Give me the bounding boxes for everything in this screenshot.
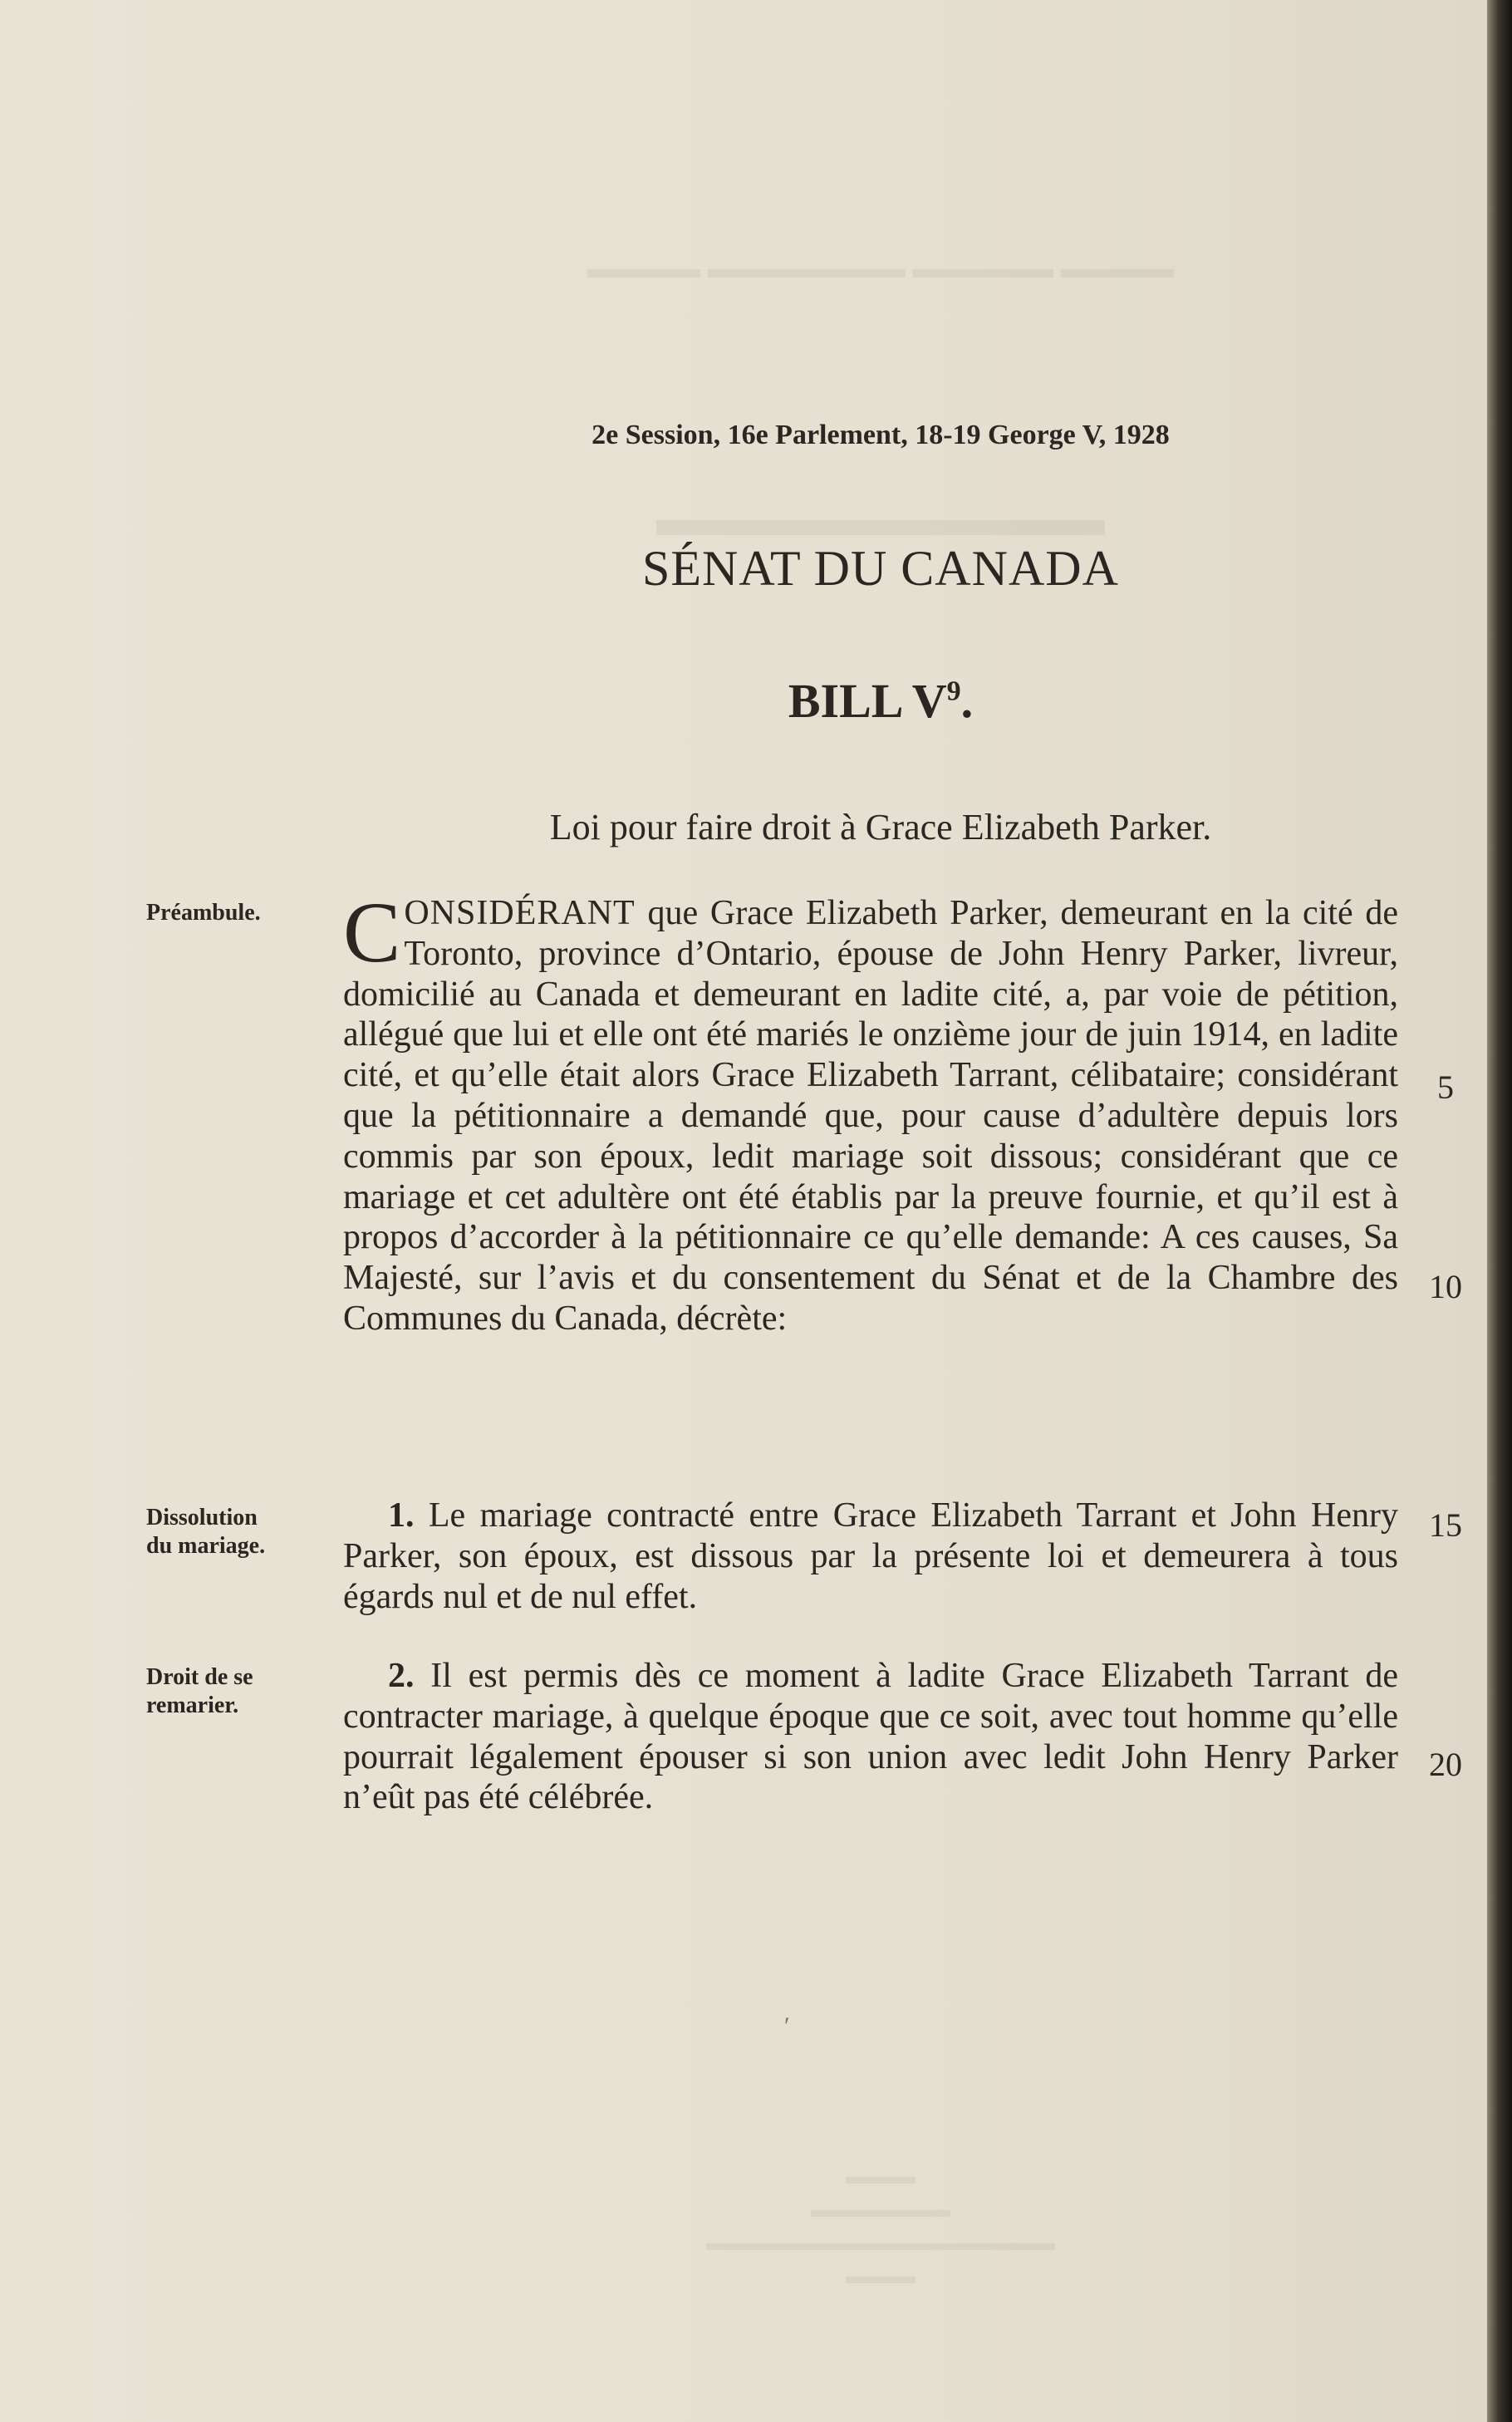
preamble-lead: ONSIDÉRANT bbox=[404, 894, 636, 932]
margin-note-text: Droit de se bbox=[146, 1664, 253, 1690]
section-2 bbox=[343, 1656, 1398, 1818]
line-number: 20 bbox=[1429, 1746, 1462, 1783]
show-through-text: ▬▬▬▬ ▬▬▬▬▬ ▬▬▬▬▬▬▬ ▬▬▬▬ bbox=[587, 253, 1174, 284]
bill-number bbox=[465, 673, 1296, 729]
section-1 bbox=[343, 1496, 1398, 1617]
paper-blemish: ʹ bbox=[784, 2012, 790, 2040]
section-number: 2. bbox=[388, 1657, 415, 1695]
chamber-title: SÉNAT DU CANADA bbox=[642, 541, 1119, 596]
margin-note-text: du mariage. bbox=[146, 1533, 266, 1559]
drop-cap: C bbox=[343, 885, 401, 980]
book-spine-edge bbox=[1487, 0, 1512, 2422]
margin-note-dissolution bbox=[146, 1504, 329, 1560]
preamble-text: que Grace Elizabeth Parker, demeurant en la cité de Toronto, province d’Ontario, épouse de John Henry Parker, livreur, domicilié au Canada et demeurant en ladite cité, a, par voie de pétition, allégué que lui et elle ont été mariés le onzième jour de juin 1914, en ladite cité, et qu’elle était alors Grace Elizabeth Tarrant, célibataire; considérant que la pétitionnaire a demandé que, pour cause d’adultère depuis lors commis par son époux, ledit mariage soit dissous; considérant que ce mariage et cet adultère ont été établis par la preuve fournie, et qu’il est à propos d’accorder à la pétitionnaire ce qu’elle demande: A ces causes, Sa Majesté, sur l’avis et du consentement du Sénat et de la Chambre des Communes du Canada, décrète: bbox=[343, 894, 1398, 1338]
show-through-text: ▬▬▬ ▬▬▬▬▬▬ ▬▬▬▬▬▬▬▬▬▬▬▬▬▬▬ ▬▬▬ bbox=[706, 2164, 1055, 2289]
bill-superscript: 9 bbox=[946, 676, 961, 707]
margin-note-text: Dissolution bbox=[146, 1505, 258, 1530]
line-number: 10 bbox=[1429, 1268, 1462, 1305]
margin-note-text: remarier. bbox=[146, 1692, 239, 1718]
margin-note-remarry bbox=[146, 1663, 329, 1720]
section-text: Il est permis dès ce moment à ladite Grace Elizabeth Tarrant de contracter mariage, à quelque époque que ce soit, avec tout homme qu’elle pourrait légalement épouser si son union avec ledit John Henry Parker n’eût pas été célébrée. bbox=[343, 1657, 1398, 1817]
line-number: 15 bbox=[1429, 1506, 1462, 1544]
bill-suffix: . bbox=[960, 674, 974, 728]
session-heading: 2e Session, 16e Parlement, 18-19 George V, 1928 bbox=[592, 420, 1170, 450]
preamble-paragraph bbox=[343, 885, 1398, 1339]
section-number: 1. bbox=[388, 1496, 415, 1535]
margin-note-text: Préambule. bbox=[146, 900, 261, 926]
section-text: Le mariage contracté entre Grace Elizabeth Tarrant et John Henry Parker, son époux, est dissous par la présente loi et demeurera à tous égards nul et de nul effet. bbox=[343, 1496, 1398, 1616]
margin-note-preamble bbox=[146, 899, 329, 927]
bill-long-title: Loi pour faire droit à Grace Elizabeth Parker. bbox=[549, 807, 1212, 847]
show-through-text: ▬▬▬▬▬▬▬▬▬ bbox=[656, 491, 1105, 546]
bill-label: BILL V bbox=[788, 674, 947, 728]
line-number: 5 bbox=[1437, 1069, 1454, 1106]
